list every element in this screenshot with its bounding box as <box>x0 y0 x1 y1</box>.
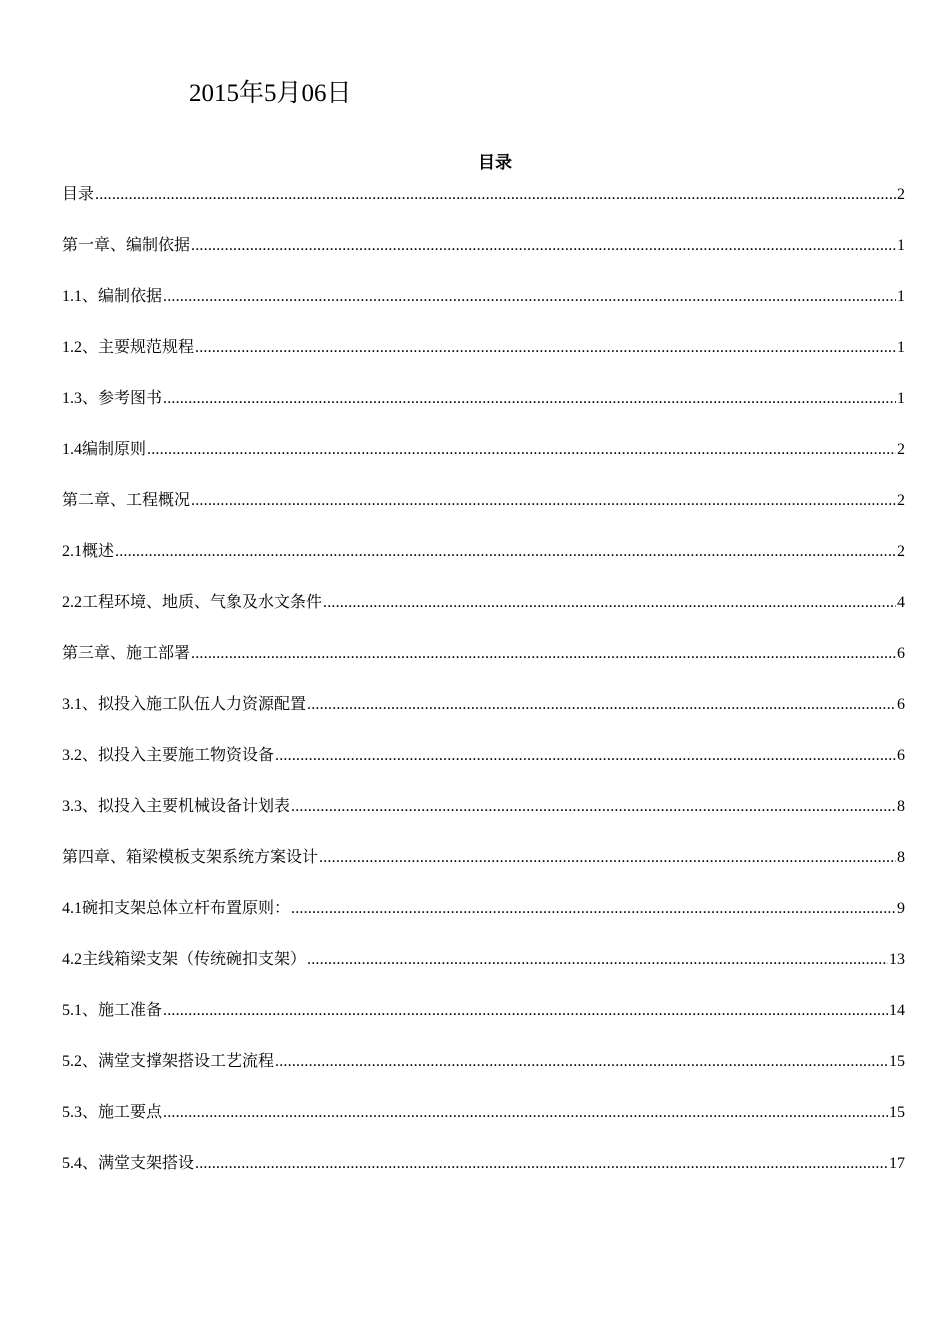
toc-entry-page: 6 <box>897 696 905 713</box>
toc-entry[interactable] <box>62 1049 905 1100</box>
toc-entry[interactable] <box>62 335 905 386</box>
toc-dot-leader <box>275 1049 888 1075</box>
toc-entry-page: 14 <box>889 1002 905 1019</box>
toc-entry-label: 1.1、编制依据 <box>62 288 163 305</box>
toc-entry-label: 2.2工程环境、地质、气象及水文条件 <box>62 594 323 611</box>
toc-entry-page: 1 <box>897 237 905 254</box>
toc-dot-leader <box>115 539 896 565</box>
toc-dot-leader <box>191 233 896 259</box>
toc-entry-page: 8 <box>897 798 905 815</box>
toc-entry[interactable] <box>62 998 905 1049</box>
toc-dot-leader <box>307 947 888 973</box>
toc-entry[interactable] <box>62 845 905 896</box>
toc-entry-page: 2 <box>897 543 905 560</box>
toc-dot-leader <box>191 641 896 667</box>
toc-entry[interactable] <box>62 692 905 743</box>
toc-dot-leader <box>195 1151 888 1177</box>
toc-dot-leader <box>163 1100 888 1126</box>
toc-entry[interactable] <box>62 641 905 692</box>
toc-dot-leader <box>323 590 896 616</box>
toc-entry-page: 15 <box>889 1104 905 1121</box>
toc-dot-leader <box>147 437 896 463</box>
toc-entry-page: 8 <box>897 849 905 866</box>
toc-entry-label: 第三章、施工部署 <box>62 645 191 662</box>
toc-entry[interactable] <box>62 233 905 284</box>
toc-entry-label: 1.4编制原则 <box>62 441 147 458</box>
toc-entry-page: 2 <box>897 492 905 509</box>
toc-entry-label: 1.2、主要规范规程 <box>62 339 195 356</box>
toc-entry-label: 5.1、施工准备 <box>62 1002 163 1019</box>
toc-dot-leader <box>163 386 896 412</box>
toc-dot-leader <box>319 845 896 871</box>
toc-title: 目录 <box>478 153 512 173</box>
table-of-contents <box>62 182 905 1202</box>
toc-entry-label: 5.4、满堂支架搭设 <box>62 1155 195 1172</box>
document-date: 2015年5月06日 <box>189 80 352 107</box>
toc-entry[interactable] <box>62 947 905 998</box>
toc-entry-label: 5.2、满堂支撑架搭设工艺流程 <box>62 1053 275 1070</box>
toc-entry-page: 1 <box>897 339 905 356</box>
toc-entry[interactable] <box>62 284 905 335</box>
toc-entry-label: 3.2、拟投入主要施工物资设备 <box>62 747 275 764</box>
toc-entry-page: 6 <box>897 645 905 662</box>
toc-entry-page: 1 <box>897 390 905 407</box>
toc-dot-leader <box>291 896 896 922</box>
toc-entry[interactable] <box>62 1151 905 1202</box>
toc-dot-leader <box>275 743 896 769</box>
toc-entry[interactable] <box>62 182 905 233</box>
toc-entry-page: 9 <box>897 900 905 917</box>
toc-entry[interactable] <box>62 794 905 845</box>
toc-entry-label: 第二章、工程概况 <box>62 492 191 509</box>
toc-entry-page: 2 <box>897 186 905 203</box>
toc-entry-page: 17 <box>889 1155 905 1172</box>
toc-dot-leader <box>95 182 896 208</box>
toc-entry-label: 第一章、编制依据 <box>62 237 191 254</box>
toc-entry-page: 1 <box>897 288 905 305</box>
toc-entry[interactable] <box>62 539 905 590</box>
toc-entry-page: 13 <box>889 951 905 968</box>
toc-dot-leader <box>191 488 896 514</box>
toc-entry-label: 1.3、参考图书 <box>62 390 163 407</box>
toc-dot-leader <box>195 335 896 361</box>
toc-entry-page: 15 <box>889 1053 905 1070</box>
toc-entry-page: 4 <box>897 594 905 611</box>
toc-entry[interactable] <box>62 488 905 539</box>
toc-entry-page: 6 <box>897 747 905 764</box>
toc-dot-leader <box>163 284 896 310</box>
toc-entry[interactable] <box>62 1100 905 1151</box>
toc-dot-leader <box>307 692 896 718</box>
toc-dot-leader <box>291 794 896 820</box>
toc-entry[interactable] <box>62 896 905 947</box>
toc-entry-label: 目录 <box>62 186 95 203</box>
toc-entry-page: 2 <box>897 441 905 458</box>
toc-entry-label: 3.3、拟投入主要机械设备计划表 <box>62 798 291 815</box>
toc-entry[interactable] <box>62 590 905 641</box>
toc-entry-label: 4.1碗扣支架总体立杆布置原则： <box>62 900 291 917</box>
toc-entry[interactable] <box>62 386 905 437</box>
toc-entry[interactable] <box>62 743 905 794</box>
toc-entry-label: 4.2主线箱梁支架（传统碗扣支架） <box>62 951 307 968</box>
toc-entry-label: 3.1、拟投入施工队伍人力资源配置 <box>62 696 307 713</box>
toc-entry-label: 2.1概述 <box>62 543 115 560</box>
toc-entry-label: 5.3、施工要点 <box>62 1104 163 1121</box>
toc-dot-leader <box>163 998 888 1024</box>
toc-entry-label: 第四章、箱梁模板支架系统方案设计 <box>62 849 319 866</box>
toc-entry[interactable] <box>62 437 905 488</box>
